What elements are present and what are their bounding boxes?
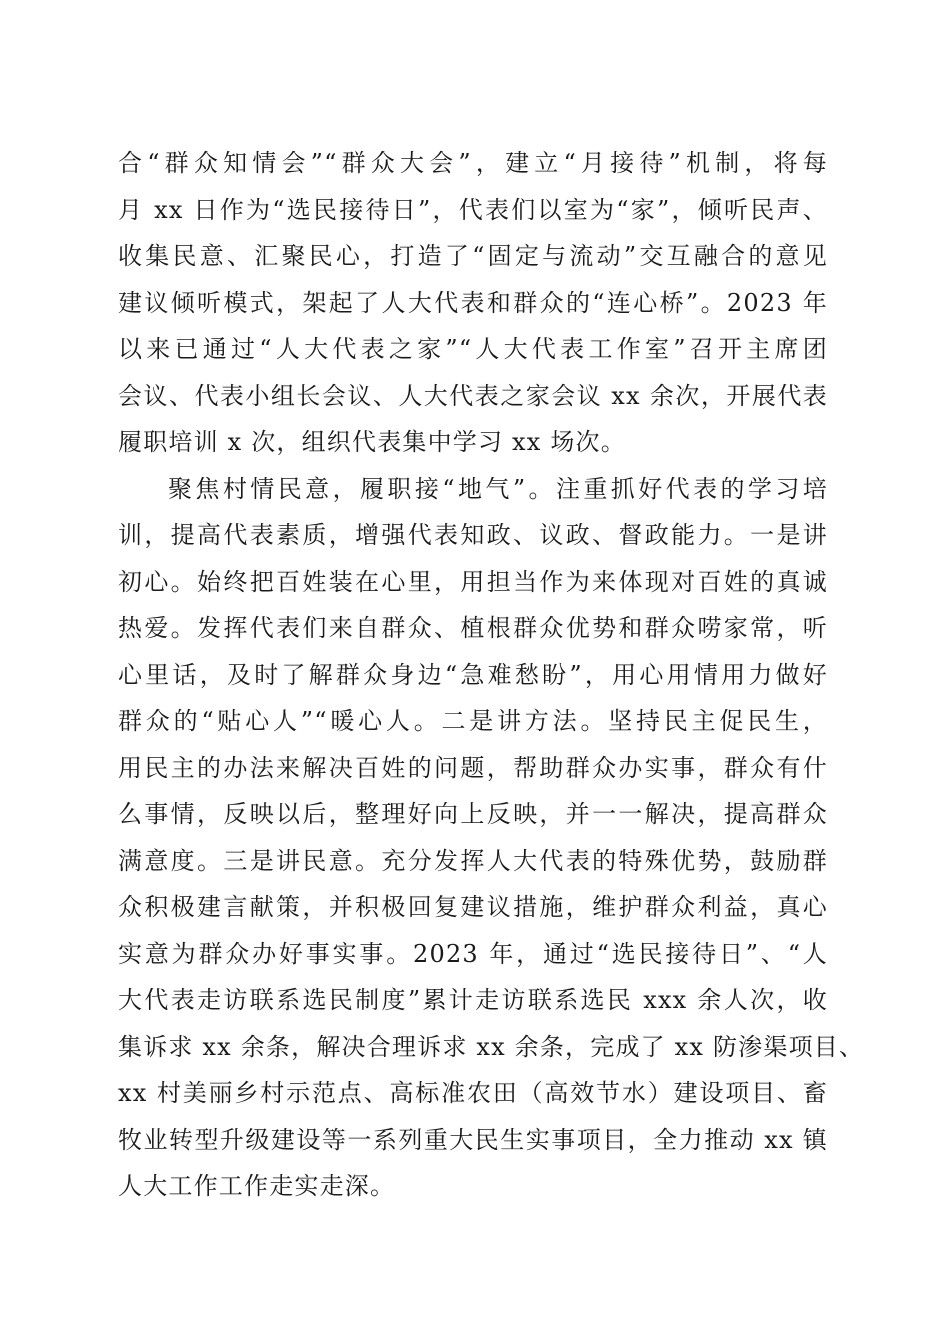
paragraph-1	[118, 140, 828, 466]
paragraph-line: 会议、代表小组长会议、人大代表之家会议 xx 余次，开展代表	[118, 381, 828, 410]
paragraph-line: 众积极建言献策，并积极回复建议措施，维护群众利益，真心	[118, 893, 828, 921]
paragraph-line: 履职培训 x 次，组织代表集中学习 xx 场次。	[118, 428, 626, 456]
paragraph-line: 聚焦村情民意，履职接“地气”。注重抓好代表的学习培	[168, 474, 828, 503]
paragraph-line: 集诉求 xx 余条，解决合理诉求 xx 余条，完成了 xx 防渗渠项目、	[118, 1032, 865, 1061]
paragraph-line: 合“群众知情会”“群众大会”，建立“月接待”机制，将每	[118, 149, 828, 177]
paragraph-line: 大代表走访联系选民制度”累计走访联系选民 xxx 余人次，收	[118, 986, 828, 1014]
paragraph-line: 人大工作工作走实走深。	[118, 1172, 396, 1200]
paragraph-line: 满意度。三是讲民意。充分发挥人大代表的特殊优势，鼓励群	[118, 846, 828, 875]
paragraph-line: 训，提高代表素质，增强代表知政、议政、督政能力。一是讲	[118, 521, 828, 549]
paragraph-line: 群众的“贴心人”“暖心人。二是讲方法。坚持民主促民生，	[118, 707, 828, 735]
paragraph-line: 初心。始终把百姓装在心里，用担当作为来体现对百姓的真诚	[118, 567, 828, 596]
paragraph-line: 实意为群众办好事实事。2023 年，通过“选民接待日”、“人	[118, 939, 828, 968]
paragraph-line: 么事情，反映以后，整理好向上反映，并一一解决，提高群众	[118, 800, 828, 828]
paragraph-line: xx 村美丽乡村示范点、高标准农田（高效节水）建设项目、畜	[118, 1079, 828, 1107]
document-body	[118, 140, 865, 1210]
paragraph-2	[118, 466, 865, 1210]
paragraph-line: 以来已通过“人大代表之家”“人大代表工作室”召开主席团	[118, 335, 828, 363]
paragraph-line: 月 xx 日作为“选民接待日”，代表们以室为“家”，倾听民声、	[118, 195, 828, 224]
paragraph-line: 用民主的办法来解决百姓的问题，帮助群众办实事，群众有什	[118, 753, 828, 782]
paragraph-line: 心里话，及时了解群众身边“急难愁盼”，用心用情用力做好	[118, 660, 828, 689]
paragraph-line: 建议倾听模式，架起了人大代表和群众的“连心桥”。2023 年	[118, 288, 828, 317]
paragraph-line: 收集民意、汇聚民心，打造了“固定与流动”交互融合的意见	[118, 242, 828, 270]
paragraph-line: 牧业转型升级建设等一系列重大民生实事项目，全力推动 xx 镇	[118, 1125, 828, 1154]
paragraph-line: 热爱。发挥代表们来自群众、植根群众优势和群众唠家常，听	[118, 614, 828, 642]
